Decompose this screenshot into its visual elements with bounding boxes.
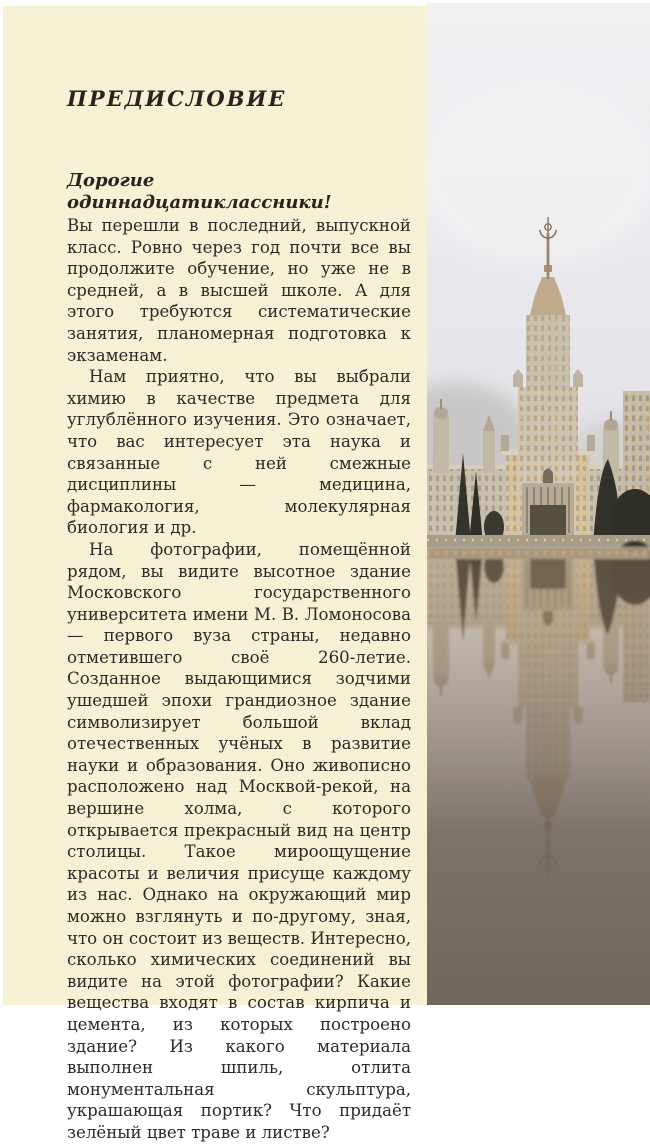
paragraph: Нам приятно, что вы выбрали химию в качестве предмета для углублённого изучения. Это означает, что вас интересует эта наука и связанные с ней смежные дисциплины — медицина, фармакология, молекулярная биология и др. — [67, 367, 411, 538]
paragraph: Вы перешли в последний, выпускной класс. Ровно через год почти все вы продолжите обучение, но уже не в средней, а в высшей школе. А для этого требуются систематические занятия, планомерная подготовка к экзаменам. — [67, 216, 411, 365]
salutation — [67, 170, 411, 213]
msu-building-photo — [427, 3, 650, 1005]
text-panel — [3, 6, 427, 1142]
text-column — [67, 6, 411, 1144]
salutation-line-2: одиннадцатиклассники! — [67, 191, 332, 213]
page-title: ПРЕДИСЛОВИЕ — [67, 86, 287, 111]
msu-building-illustration — [427, 3, 650, 1005]
body-text — [67, 215, 411, 1144]
paragraph: На фотографии, помещённой рядом, вы видите высотное здание Московского государственного университета имени М. В. Ломоносова — первого вуза страны, недавно отметившего своё 260-летие. Созданное выдающимися зодчими ушедшей эпохи грандиозное здание символизирует большой вклад отечественных учёных в развитие науки и образования. Оно живописно расположено над Москвой-рекой, на вершине холма, с которого открывается прекрасный вид на центр столицы. Такое мироощущение красоты и величия присуще каждому из нас. Однако на окружающий мир можно взглянуть и по-другому, зная, что он состоит из веществ. Интересно, сколько химических соединений вы видите на этой фотографии? Какие вещества входят в состав кирпича и цемента, из которых построено здание? Из какого материала выполнен шпиль, отлита монументальная скульптура, украшающая портик? Что придаёт зелёный цвет траве и листве? — [67, 539, 411, 1142]
salutation-line-1: Дорогие — [67, 170, 155, 191]
